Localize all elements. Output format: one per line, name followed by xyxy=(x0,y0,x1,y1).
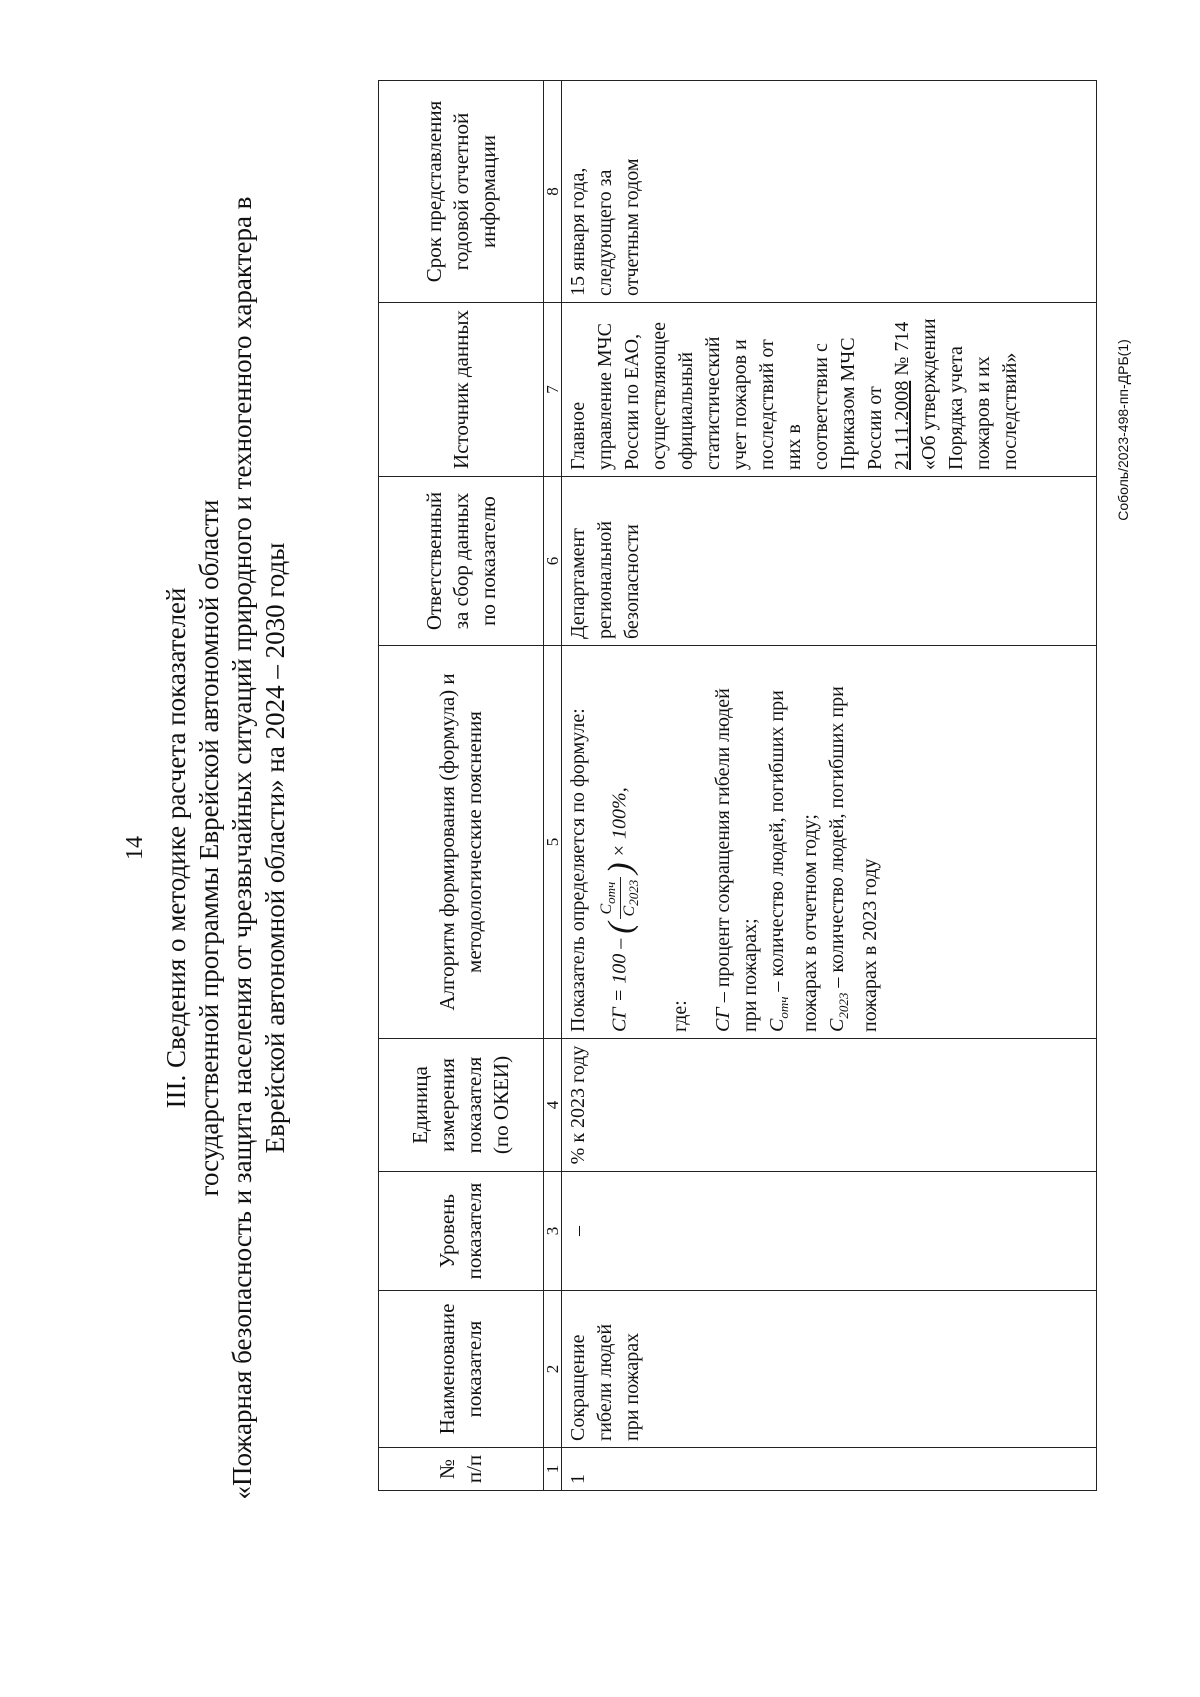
indicator-unit: % к 2023 году xyxy=(562,1039,1097,1172)
column-number-row xyxy=(544,81,562,1491)
page-number: 14 xyxy=(122,836,148,860)
formula-numerator-sub: отч xyxy=(603,881,619,904)
column-number: 8 xyxy=(544,81,562,303)
column-number: 3 xyxy=(544,1172,562,1291)
responsible-cell: Департамент региональной безопасности xyxy=(562,477,1097,646)
definition-symbol: СГ xyxy=(712,1007,735,1032)
formula-definition xyxy=(764,652,824,1032)
indicator-name: Сокращение гибели людей при пожарах xyxy=(562,1291,1097,1448)
header-cell: Срок представления годовой отчетной информации xyxy=(379,81,544,303)
rotated-page xyxy=(80,68,1120,1628)
header-cell: № п/п xyxy=(379,1448,544,1491)
methodology-table xyxy=(378,80,1097,1491)
algorithm-cell xyxy=(562,646,1097,1039)
header-cell: Единица измерения показателя (по ОКЕИ) xyxy=(379,1039,544,1172)
formula-intro: Показатель определяется по формуле: xyxy=(567,708,589,1032)
deadline-cell: 15 января года, следующего за отчетным годом xyxy=(562,81,1097,303)
definition-symbol: С xyxy=(766,1018,789,1032)
source-date: 21.11.2008 xyxy=(891,380,913,470)
column-number: 4 xyxy=(544,1039,562,1172)
title-line-3: «Пожарная безопасность и защита населения от чрезвычайных ситуаций природного и техногенного характера в xyxy=(227,196,257,1500)
formula-definition xyxy=(710,652,764,1032)
document-code: Соболь/2023-498-пп-ДРБ(1) xyxy=(1115,339,1131,521)
header-cell: Наименование показателя xyxy=(379,1291,544,1448)
formula: СГ = 100 – ( $С_{отч}$ $С_{2023}$ ) × 100%, xyxy=(598,787,642,1032)
title-line-4: Еврейской автономной области» на 2024 – 2030 годы xyxy=(260,542,290,1154)
formula-denominator-sub: 2023 xyxy=(626,879,642,906)
table-header-row xyxy=(379,81,544,1491)
formula-definition xyxy=(824,652,884,1032)
source-text-end: № 714 «Об утверждении Порядка учета пожаров и их последствий» xyxy=(891,318,1021,470)
source-text: Главное управление МЧС России по ЕАО, осуществляющее официальный статистический учет пожаров и последствий от них в соответствии с Приказом МЧС России от xyxy=(567,322,886,470)
header-cell: Уровень показателя xyxy=(379,1172,544,1291)
formula-tail: × 100%, xyxy=(608,787,631,858)
column-number: 5 xyxy=(544,646,562,1039)
formula-fraction xyxy=(598,877,643,920)
formula-equals: = 100 – xyxy=(608,938,631,1003)
definition-text: – количество людей, погибших при пожарах в отчетном году; xyxy=(766,690,822,1032)
definition-symbol: С xyxy=(826,1018,849,1032)
indicator-level: – xyxy=(562,1172,1097,1291)
header-cell: Алгоритм формирования (формула) и методологические пояснения xyxy=(379,646,544,1039)
column-number: 1 xyxy=(544,1448,562,1491)
definition-symbol-sub: 2023 xyxy=(836,992,852,1019)
table-row xyxy=(562,81,1097,1491)
definition-symbol-sub: отч xyxy=(776,996,792,1019)
source-cell xyxy=(562,303,1097,477)
formula-lhs: СГ xyxy=(608,1007,631,1032)
column-number: 6 xyxy=(544,477,562,646)
row-number: 1 xyxy=(562,1448,1097,1491)
column-number: 2 xyxy=(544,1291,562,1448)
section-title xyxy=(160,158,292,1538)
formula-where: где: xyxy=(669,1000,692,1032)
title-line-2: государственной программы Еврейской автономной области xyxy=(194,499,224,1197)
definition-text: – количество людей, погибших при пожарах в 2023 году xyxy=(826,686,882,1032)
formula-numerator: С xyxy=(598,903,615,915)
definition-text: – процент сокращения гибели людей при пожарах; xyxy=(712,688,762,1032)
column-number: 7 xyxy=(544,303,562,477)
formula-denominator: С xyxy=(621,905,639,917)
header-cell: Источник данных xyxy=(379,303,544,477)
header-cell: Ответственный за сбор данных по показателю xyxy=(379,477,544,646)
title-line-1: III. Сведения о методике расчета показателей xyxy=(161,587,191,1109)
